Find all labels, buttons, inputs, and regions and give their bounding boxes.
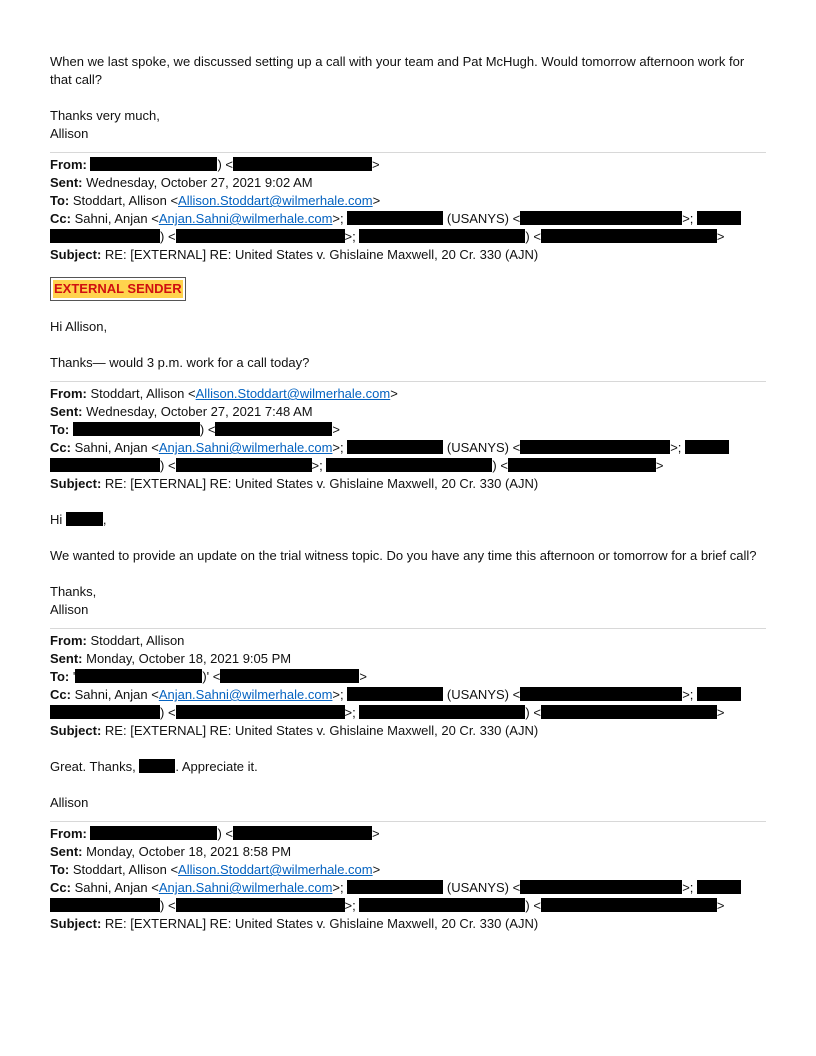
email2-body: We wanted to provide an update on the trial witness topic. Do you have any time this afternoon or tomorrow for a brief call?	[50, 548, 757, 563]
sahni-email-link[interactable]: Anjan.Sahni@wilmerhale.com	[158, 687, 333, 702]
email-thread	[50, 53, 766, 933]
email2-subject: Subject: RE: [EXTERNAL] RE: United States v. Ghislaine Maxwell, 20 Cr. 330 (AJN)	[50, 476, 539, 491]
redaction	[520, 880, 682, 894]
redaction	[359, 898, 525, 912]
divider	[50, 152, 766, 153]
email1-greeting: Hi Allison,	[50, 319, 108, 334]
stoddart-email-link[interactable]: Allison.Stoddart@wilmerhale.com	[178, 862, 373, 877]
email4-sent: Sent: Monday, October 18, 2021 8:58 PM	[50, 844, 292, 859]
redaction	[347, 687, 443, 701]
email3-body: Great. Thanks, . Appreciate it.	[50, 759, 258, 774]
divider	[50, 628, 766, 629]
email3-to: To: ' )' < >	[50, 669, 367, 684]
sahni-email-link[interactable]: Anjan.Sahni@wilmerhale.com	[158, 880, 333, 895]
email4-to: To: Stoddart, Allison <Allison.Stoddart@wilmerhale.com>	[50, 862, 381, 877]
redaction	[176, 458, 312, 472]
redaction	[347, 211, 443, 225]
redaction	[685, 440, 729, 454]
email2-greeting: Hi ,	[50, 512, 107, 527]
redaction	[90, 157, 217, 171]
redaction	[73, 422, 200, 436]
redaction	[541, 229, 717, 243]
email3-subject: Subject: RE: [EXTERNAL] RE: United States v. Ghislaine Maxwell, 20 Cr. 330 (AJN)	[50, 723, 539, 738]
redaction	[75, 669, 202, 683]
email2-cc: Cc: Sahni, Anjan <Anjan.Sahni@wilmerhale.com>; (USANYS) < >; ) < >; ) < >	[50, 439, 766, 475]
intro-thanks: Thanks very much,	[50, 108, 160, 123]
redaction	[697, 687, 741, 701]
email1-cc: Cc: Sahni, Anjan <Anjan.Sahni@wilmerhale.com>; (USANYS) < >; ) < >; ) < >	[50, 210, 766, 246]
email2-to: To: ) < >	[50, 422, 341, 437]
email3-cc: Cc: Sahni, Anjan <Anjan.Sahni@wilmerhale.com>; (USANYS) < >; ) < >; ) < >	[50, 686, 766, 722]
redaction	[50, 458, 160, 472]
sahni-email-link[interactable]: Anjan.Sahni@wilmerhale.com	[158, 440, 333, 455]
redaction	[215, 422, 332, 436]
email2-from: From: Stoddart, Allison <Allison.Stoddart@wilmerhale.com>	[50, 386, 398, 401]
redaction	[233, 826, 372, 840]
intro-signature: Allison	[50, 126, 89, 141]
redaction	[541, 705, 717, 719]
email1-to: To: Stoddart, Allison <Allison.Stoddart@wilmerhale.com>	[50, 193, 381, 208]
email4-subject: Subject: RE: [EXTERNAL] RE: United States v. Ghislaine Maxwell, 20 Cr. 330 (AJN)	[50, 916, 539, 931]
email4-from: From: ) < >	[50, 826, 380, 841]
intro-body: When we last spoke, we discussed setting up a call with your team and Pat McHugh. Would tomorrow afternoon work for that call?	[50, 54, 745, 87]
redaction	[176, 898, 345, 912]
email1-subject: Subject: RE: [EXTERNAL] RE: United States v. Ghislaine Maxwell, 20 Cr. 330 (AJN)	[50, 247, 539, 262]
email2-sent: Sent: Wednesday, October 27, 2021 7:48 AM	[50, 404, 313, 419]
redaction	[176, 229, 345, 243]
email1-body: Thanks— would 3 p.m. work for a call today?	[50, 355, 310, 370]
redaction	[220, 669, 359, 683]
redaction	[326, 458, 492, 472]
redaction	[139, 759, 175, 773]
redaction	[176, 705, 345, 719]
redaction	[520, 211, 682, 225]
redaction	[697, 211, 741, 225]
email2-signature: Allison	[50, 602, 89, 617]
stoddart-email-link[interactable]: Allison.Stoddart@wilmerhale.com	[195, 386, 391, 401]
redaction	[347, 440, 443, 454]
divider	[50, 381, 766, 382]
redaction	[520, 687, 682, 701]
redaction	[50, 898, 160, 912]
redaction	[541, 898, 717, 912]
redaction	[50, 705, 160, 719]
sahni-email-link[interactable]: Anjan.Sahni@wilmerhale.com	[158, 211, 333, 226]
divider	[50, 821, 766, 822]
email1-from: From: ) < >	[50, 157, 380, 172]
redaction	[359, 229, 525, 243]
redaction	[347, 880, 443, 894]
redaction	[520, 440, 670, 454]
redaction	[508, 458, 656, 472]
external-sender-banner: EXTERNAL SENDER	[50, 277, 186, 301]
email1-sent: Sent: Wednesday, October 27, 2021 9:02 AM	[50, 175, 313, 190]
email3-from: From: Stoddart, Allison	[50, 633, 185, 648]
redaction	[233, 157, 372, 171]
email3-sent: Sent: Monday, October 18, 2021 9:05 PM	[50, 651, 292, 666]
redaction	[66, 512, 103, 526]
email3-signature: Allison	[50, 795, 89, 810]
redaction	[697, 880, 741, 894]
stoddart-email-link[interactable]: Allison.Stoddart@wilmerhale.com	[178, 193, 373, 208]
redaction	[50, 229, 160, 243]
redaction	[359, 705, 525, 719]
email2-thanks: Thanks,	[50, 584, 97, 599]
email4-cc: Cc: Sahni, Anjan <Anjan.Sahni@wilmerhale.com>; (USANYS) < >; ) < >; ) < >	[50, 879, 766, 915]
redaction	[90, 826, 217, 840]
